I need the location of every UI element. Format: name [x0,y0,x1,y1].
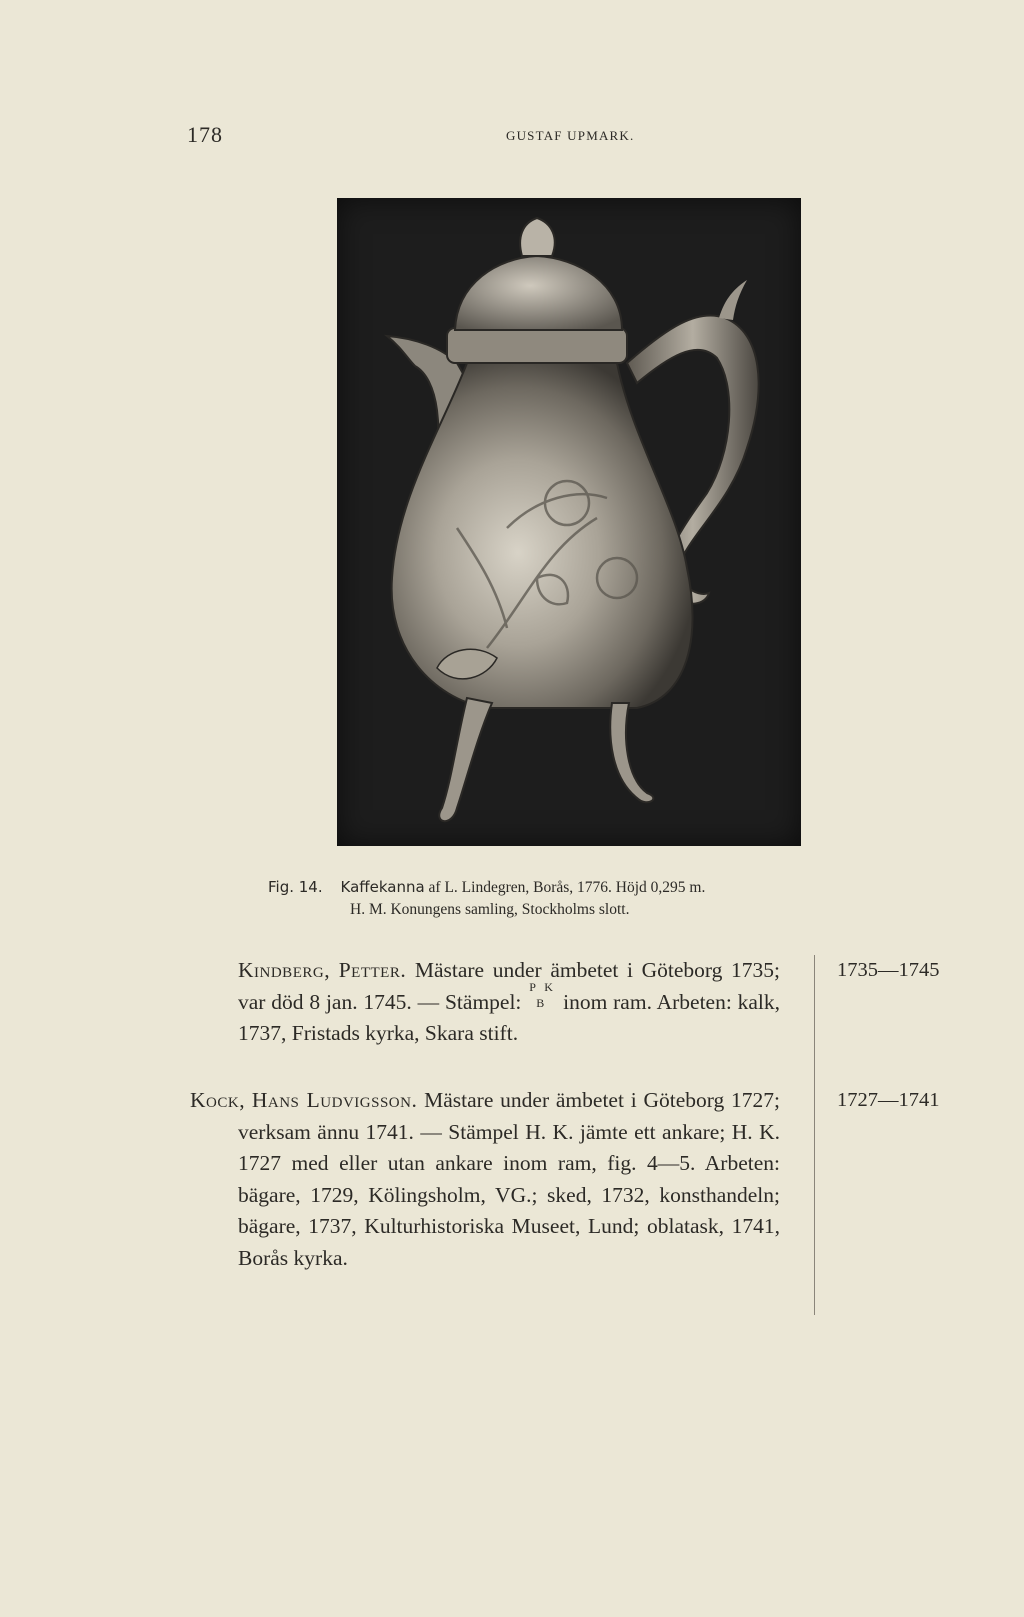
entry-body [190,1085,780,1274]
entry-forename: Petter. [338,958,407,982]
entry-surname: Kindberg, [238,958,331,982]
caption-text-1: af L. Lindegren, Borås, 1776. Höjd 0,295 m. [428,879,706,896]
coffee-pot-illustration [337,198,801,846]
pot-finial [520,218,555,256]
stamp-mark-pbk: P B K [529,979,553,1010]
entry-dates: 1735—1745 [837,959,940,981]
date-column-rule [814,1085,940,1315]
caption-line-1 [268,876,908,899]
figure-caption [268,876,908,921]
entry-text: Mästare under ämbetet i Göteborg 1735; var död 8 jan. 1745. — Stämpel: [238,958,781,1014]
coffee-pot-photograph [337,198,801,846]
running-head-author: GUSTAF UPMARK. [506,128,635,143]
entry-text-continued: inom ram. Arbeten: kalk, 1737, Fristads kyrka, Skara stift. [238,989,781,1045]
running-head [0,122,1024,152]
entry-dates: 1727—1741 [837,1089,940,1111]
pot-foot-left [439,698,492,821]
entry-surname: Kock, [190,1088,246,1112]
figure-title: Kaffekanna [340,878,425,896]
entry-kindberg [190,955,1000,1050]
figure-label: Fig. 14. [268,878,323,896]
entry-kock [190,1085,1000,1274]
pot-lid [455,256,622,330]
entry-forename: Hans Ludvigsson. [251,1088,418,1112]
pot-foot-right [610,703,653,802]
entry-text: Mästare under ämbetet i Göteborg 1727; verksam ännu 1741. — Stämpel H. K. jämte ett ankare; H. K. 1727 med eller utan ankare inom ram, fig. 4—5. Arbeten: bägare, 1729, Kölingsholm, VG.; sked, 1732, konsthandeln; bägare, 1737, Kulturhistoriska Museet, Lund; oblatask, 1741, Borås kyrka. [238,1088,781,1270]
caption-line-2: H. M. Konungens samling, Stockholms slott. [350,901,630,918]
page-number: 178 [187,122,223,147]
date-column-rule [814,955,940,1087]
pot-lid-rim [447,328,627,363]
entry-body [190,955,780,1050]
